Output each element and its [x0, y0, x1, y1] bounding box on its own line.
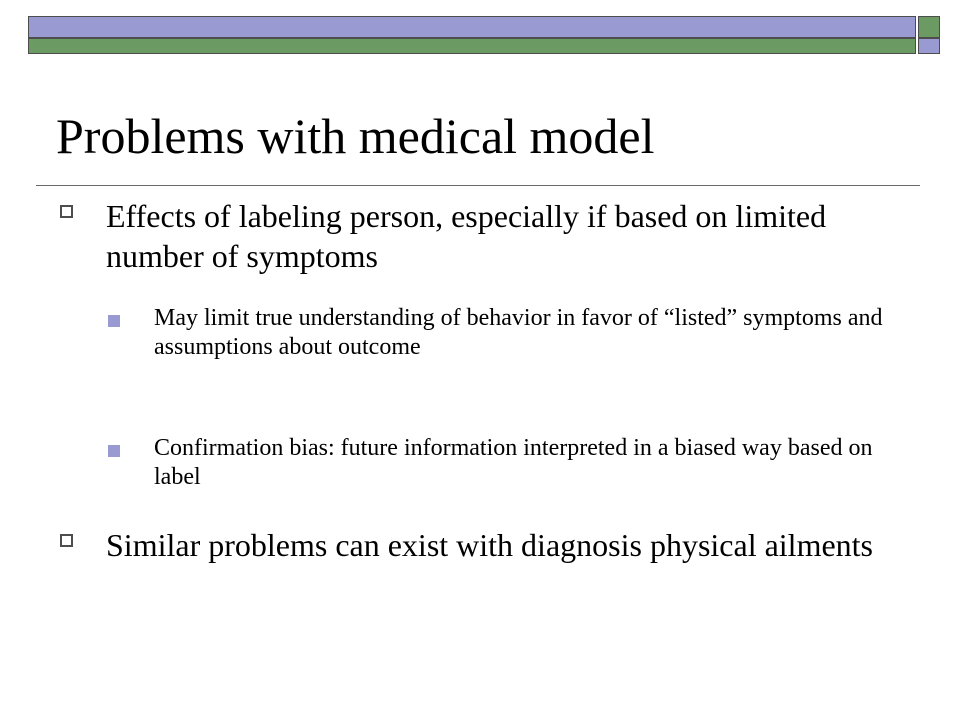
bullet-item-2 — [106, 525, 906, 565]
bullet-text: Similar problems can exist with diagnosis physical ailments — [106, 527, 873, 563]
sub-bullet-text: Confirmation bias: future information interpreted in a biased way based on label — [154, 435, 873, 490]
hollow-square-bullet-icon — [60, 534, 73, 547]
sub-bullet-item-2 — [154, 434, 906, 492]
top-bar-green — [28, 38, 916, 54]
top-square-purple — [918, 38, 940, 54]
sub-bullet-item-1 — [154, 304, 906, 362]
solid-square-bullet-icon — [108, 315, 120, 327]
bullet-text: Effects of labeling person, especially if based on limited number of symptoms — [106, 198, 827, 274]
sub-bullet-text: May limit true understanding of behavior in favor of “listed” symptoms and assumptions about outcome — [154, 305, 883, 360]
slide-title: Problems with medical model — [56, 108, 655, 164]
top-square-green — [918, 16, 940, 38]
title-divider — [36, 185, 920, 186]
top-bar-purple — [28, 16, 916, 38]
solid-square-bullet-icon — [108, 445, 120, 457]
hollow-square-bullet-icon — [60, 205, 73, 218]
bullet-item-1 — [106, 196, 906, 276]
